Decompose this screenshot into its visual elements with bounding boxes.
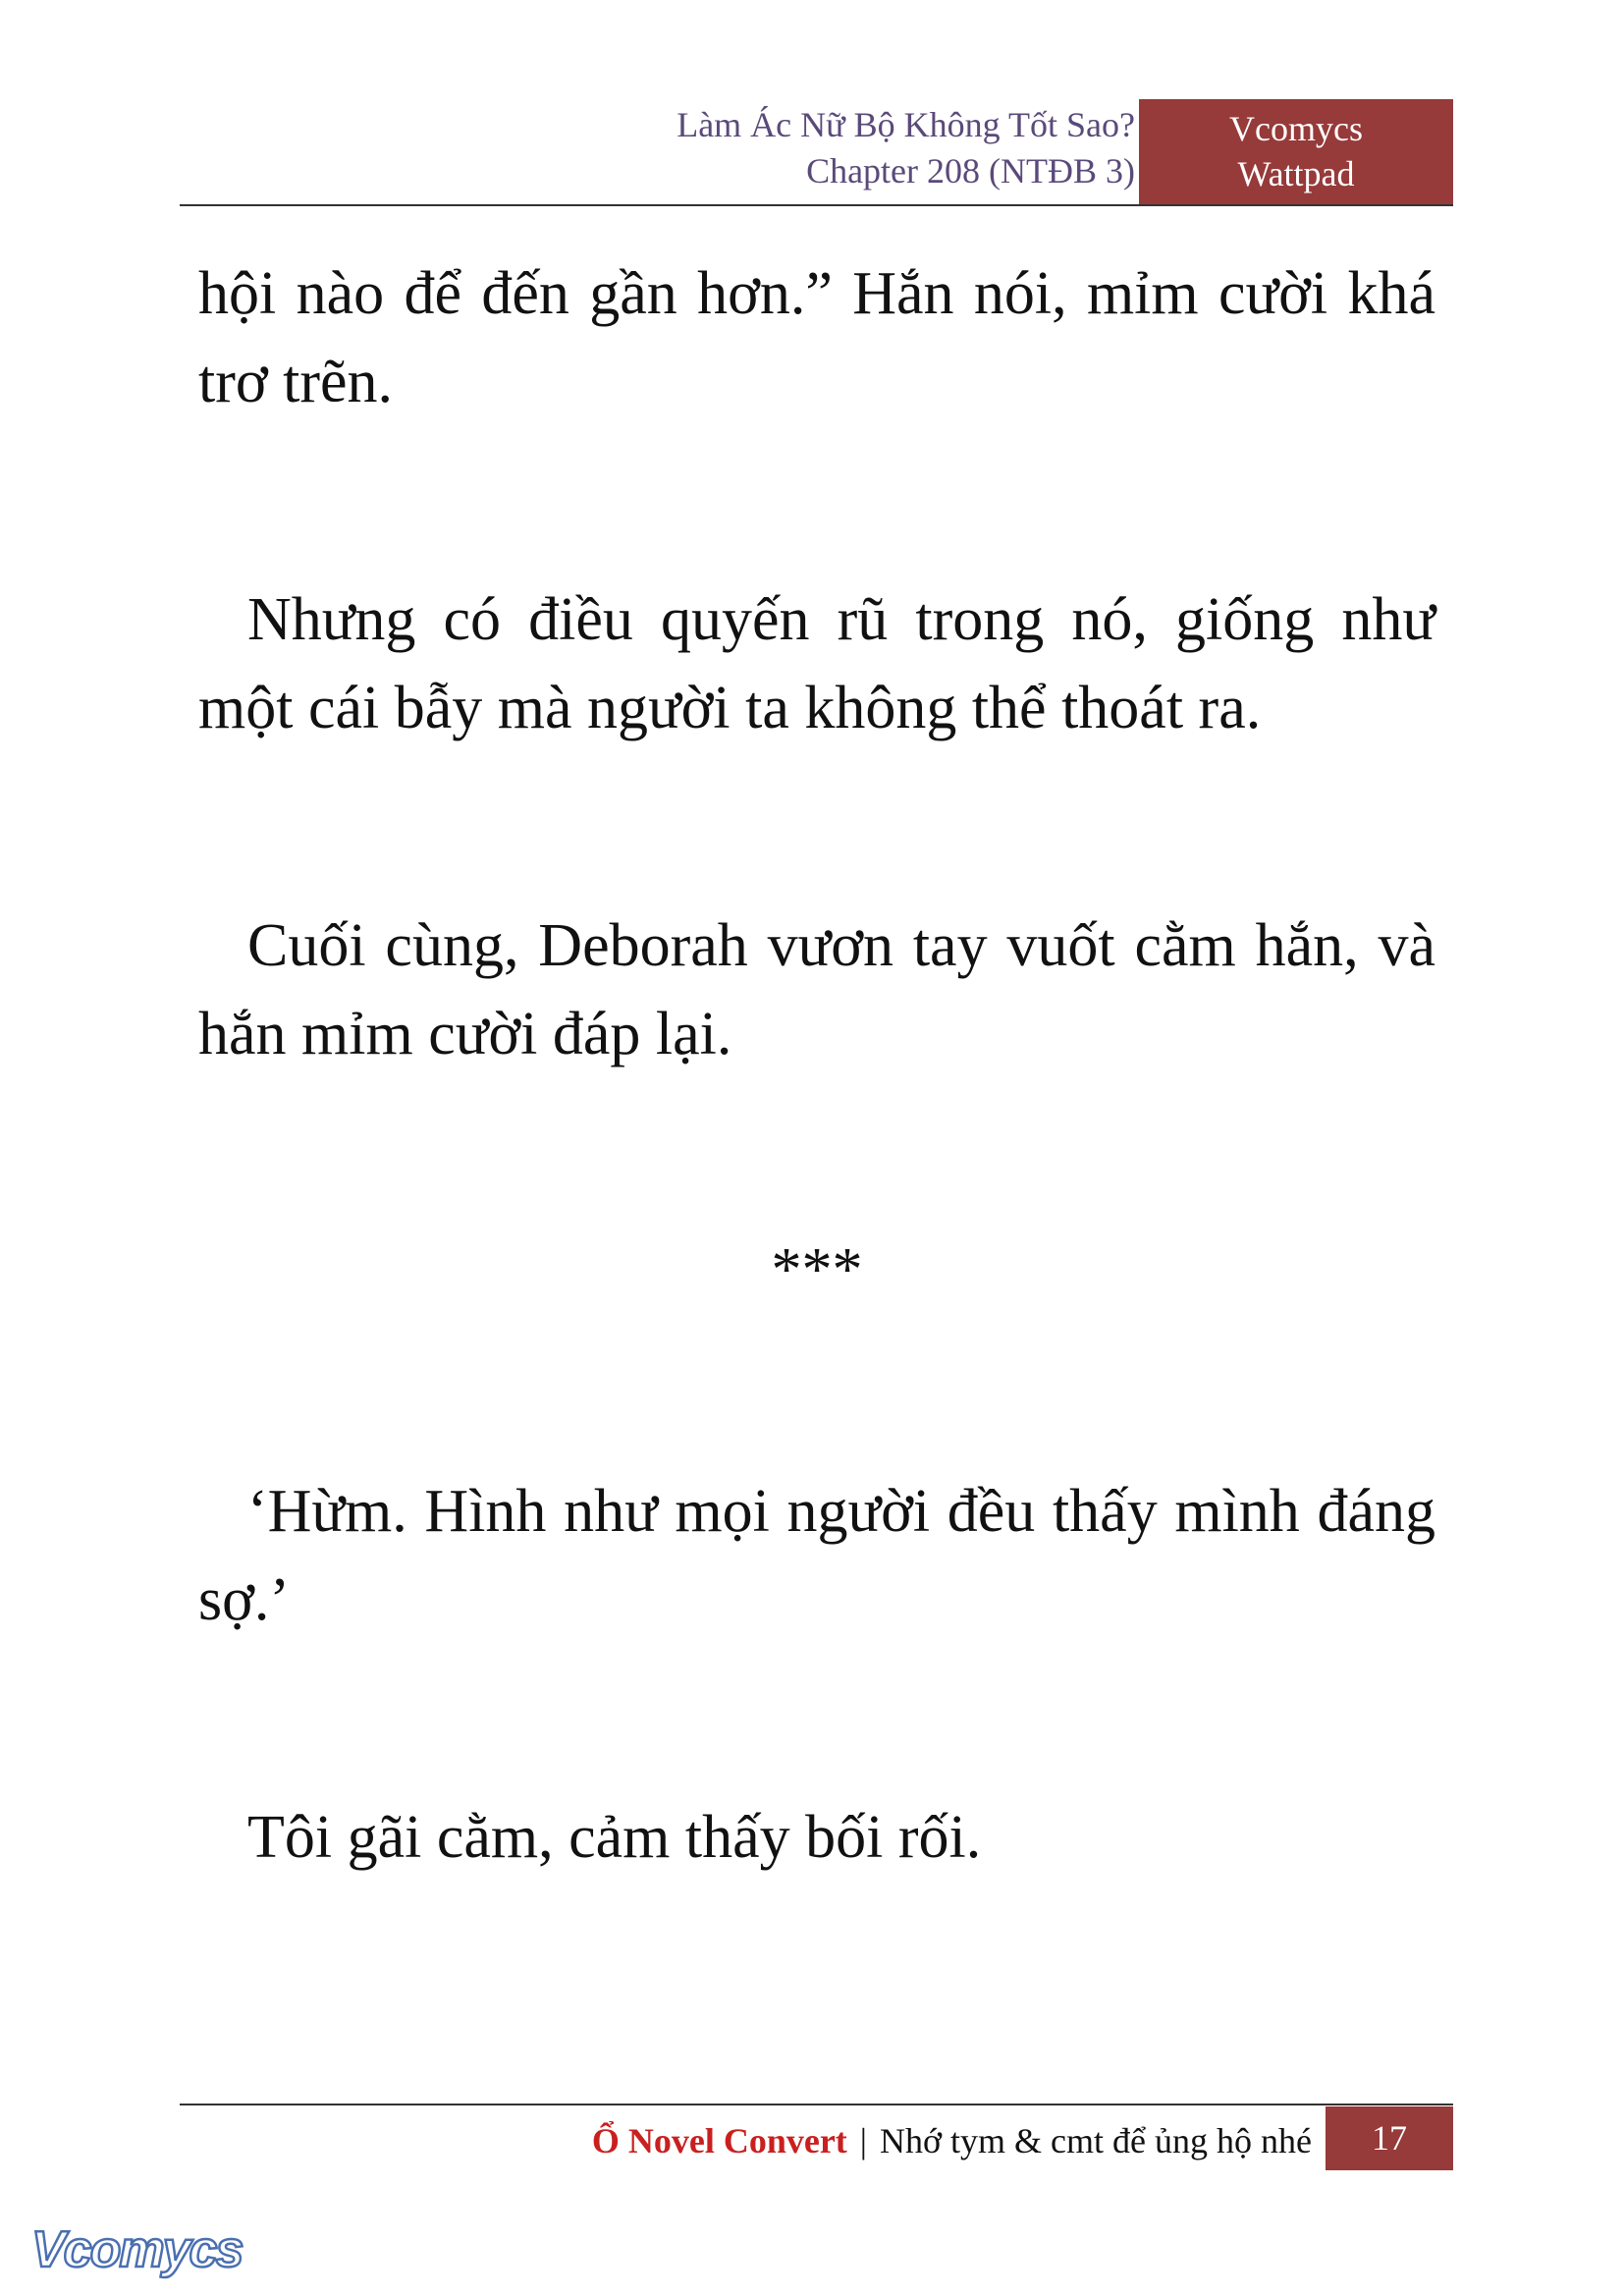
scene-break: *** [771, 1236, 863, 1303]
chapter-title [448, 102, 1135, 194]
paragraph-1: hội nào để đến gần hơn.” Hắn nói, mỉm cười khá trơ trẽn. [198, 260, 1435, 415]
badge-translator: Vcomycs [1229, 109, 1363, 148]
footer-separator: | [859, 2121, 868, 2160]
footer-divider-line [180, 2104, 1453, 2105]
vcomycs-logo-text: Vcomycs [31, 2221, 243, 2278]
paragraph-2: Nhưng có điều quyến rũ trong nó, giống như một cái bẫy mà người ta không thể thoát ra. [198, 586, 1435, 741]
header-divider-line [180, 204, 1453, 206]
vcomycs-logo [27, 2210, 263, 2288]
book-title: Làm Ác Nữ Bộ Không Tốt Sao? [677, 105, 1135, 144]
paragraph-4: ‘Hừm. Hình như mọi người đều thấy mình đáng sợ.’ [198, 1478, 1435, 1633]
footer-note: Nhớ tym & cmt để ủng hộ nhé [880, 2121, 1312, 2160]
paragraph-3: Cuối cùng, Deborah vươn tay vuốt cằm hắn, và hắn mỉm cười đáp lại. [198, 912, 1435, 1067]
footer-brand: Ổ Novel Convert [591, 2121, 847, 2160]
paragraph-5: Tôi gãi cằm, cảm thấy bối rối. [247, 1804, 982, 1871]
chapter-label: Chapter 208 (NTĐB 3) [806, 151, 1135, 191]
source-badge [1139, 99, 1453, 205]
footer-credit [592, 2111, 1312, 2170]
badge-platform: Wattpad [1237, 154, 1355, 193]
page-number: 17 [1326, 2106, 1453, 2170]
